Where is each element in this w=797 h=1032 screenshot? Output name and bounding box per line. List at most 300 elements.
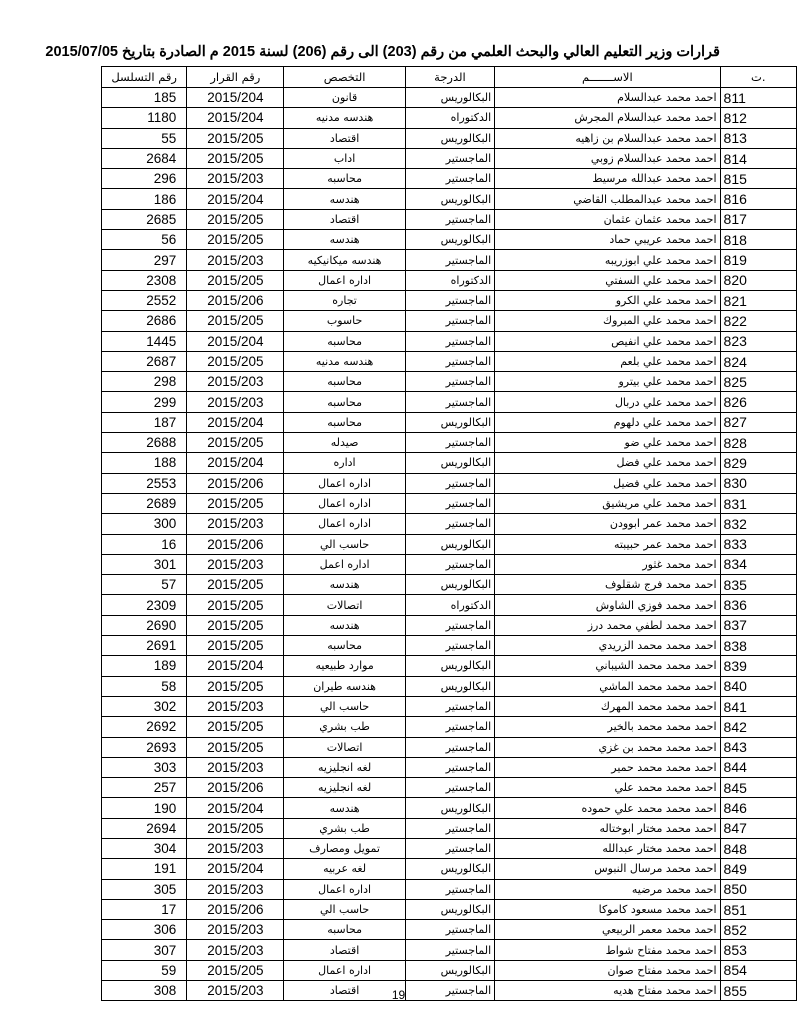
cell-specialization: اداره اعمال bbox=[284, 960, 405, 980]
cell-specialization: حاسب الي bbox=[284, 899, 405, 919]
cell-degree: الماجستير bbox=[405, 757, 494, 777]
cell-serial-no: 302 bbox=[102, 696, 187, 716]
cell-decision-no: 2015/203 bbox=[187, 169, 284, 189]
cell-name: احمد محمد عبدالسلام بن زاهيه bbox=[495, 128, 720, 148]
decisions-table bbox=[101, 66, 797, 1001]
table-row bbox=[102, 595, 797, 615]
table-row bbox=[102, 615, 797, 635]
cell-decision-no: 2015/204 bbox=[187, 798, 284, 818]
cell-no: 821 bbox=[720, 290, 796, 310]
cell-degree: الماجستير bbox=[405, 250, 494, 270]
table-row bbox=[102, 798, 797, 818]
cell-no: 824 bbox=[720, 351, 796, 371]
cell-specialization: محاسبه bbox=[284, 392, 405, 412]
cell-decision-no: 2015/205 bbox=[187, 575, 284, 595]
cell-name: احمد محمد علي دربال bbox=[495, 392, 720, 412]
cell-degree: الماجستير bbox=[405, 372, 494, 392]
cell-decision-no: 2015/205 bbox=[187, 960, 284, 980]
table-row bbox=[102, 859, 797, 879]
cell-serial-no: 2692 bbox=[102, 717, 187, 737]
cell-decision-no: 2015/205 bbox=[187, 351, 284, 371]
cell-degree: الدكتوراه bbox=[405, 595, 494, 615]
cell-decision-no: 2015/206 bbox=[187, 899, 284, 919]
cell-name: احمد محمد مفتاح هديه bbox=[495, 981, 720, 1001]
cell-specialization: اداره اعمال bbox=[284, 473, 405, 493]
table-row bbox=[102, 351, 797, 371]
cell-decision-no: 2015/204 bbox=[187, 88, 284, 108]
cell-no: 832 bbox=[720, 514, 796, 534]
cell-serial-no: 1445 bbox=[102, 331, 187, 351]
cell-decision-no: 2015/203 bbox=[187, 757, 284, 777]
cell-decision-no: 2015/203 bbox=[187, 838, 284, 858]
cell-degree: الماجستير bbox=[405, 148, 494, 168]
cell-degree: الماجستير bbox=[405, 920, 494, 940]
cell-specialization: هندسه ميكانيكيه bbox=[284, 250, 405, 270]
cell-specialization: هندسه bbox=[284, 575, 405, 595]
cell-name: احمد محمد مرضيه bbox=[495, 879, 720, 899]
table-row bbox=[102, 148, 797, 168]
table-row bbox=[102, 838, 797, 858]
cell-specialization: تجاره bbox=[284, 290, 405, 310]
cell-degree: الماجستير bbox=[405, 493, 494, 513]
cell-specialization: اتصالات bbox=[284, 595, 405, 615]
cell-specialization: محاسبه bbox=[284, 412, 405, 432]
cell-decision-no: 2015/205 bbox=[187, 595, 284, 615]
cell-degree: الماجستير bbox=[405, 514, 494, 534]
table-row bbox=[102, 412, 797, 432]
cell-degree: الماجستير bbox=[405, 838, 494, 858]
cell-no: 847 bbox=[720, 818, 796, 838]
cell-no: 840 bbox=[720, 676, 796, 696]
cell-serial-no: 306 bbox=[102, 920, 187, 940]
cell-name: احمد محمد علي السفتي bbox=[495, 270, 720, 290]
cell-name: احمد محمد عبدالسلام زوبي bbox=[495, 148, 720, 168]
cell-name: احمد محمد عبدالمطلب القاضي bbox=[495, 189, 720, 209]
cell-specialization: اداره اعمال bbox=[284, 879, 405, 899]
cell-serial-no: 296 bbox=[102, 169, 187, 189]
cell-specialization: اداب bbox=[284, 148, 405, 168]
cell-decision-no: 2015/205 bbox=[187, 209, 284, 229]
cell-no: 852 bbox=[720, 920, 796, 940]
table-row bbox=[102, 372, 797, 392]
cell-no: 816 bbox=[720, 189, 796, 209]
cell-degree: الماجستير bbox=[405, 981, 494, 1001]
cell-degree: الماجستير bbox=[405, 433, 494, 453]
cell-degree: البكالوريس bbox=[405, 960, 494, 980]
table-row bbox=[102, 311, 797, 331]
cell-serial-no: 304 bbox=[102, 838, 187, 858]
cell-serial-no: 2309 bbox=[102, 595, 187, 615]
cell-degree: البكالوريس bbox=[405, 534, 494, 554]
table-row bbox=[102, 940, 797, 960]
cell-decision-no: 2015/204 bbox=[187, 656, 284, 676]
cell-decision-no: 2015/204 bbox=[187, 108, 284, 128]
cell-decision-no: 2015/203 bbox=[187, 250, 284, 270]
cell-no: 844 bbox=[720, 757, 796, 777]
cell-degree: البكالوريس bbox=[405, 230, 494, 250]
cell-decision-no: 2015/203 bbox=[187, 554, 284, 574]
cell-name: احمد محمد محمد علي bbox=[495, 778, 720, 798]
table-row bbox=[102, 737, 797, 757]
cell-specialization: اقتصاد bbox=[284, 981, 405, 1001]
cell-specialization: هندسه مدنيه bbox=[284, 108, 405, 128]
cell-degree: البكالوريس bbox=[405, 412, 494, 432]
cell-serial-no: 59 bbox=[102, 960, 187, 980]
cell-serial-no: 297 bbox=[102, 250, 187, 270]
cell-no: 853 bbox=[720, 940, 796, 960]
cell-serial-no: 305 bbox=[102, 879, 187, 899]
table-row bbox=[102, 676, 797, 696]
cell-serial-no: 57 bbox=[102, 575, 187, 595]
cell-degree: البكالوريس bbox=[405, 899, 494, 919]
table-row bbox=[102, 290, 797, 310]
cell-degree: البكالوريس bbox=[405, 575, 494, 595]
cell-specialization: هندسه bbox=[284, 798, 405, 818]
table-row bbox=[102, 554, 797, 574]
cell-no: 823 bbox=[720, 331, 796, 351]
cell-serial-no: 2308 bbox=[102, 270, 187, 290]
cell-decision-no: 2015/205 bbox=[187, 717, 284, 737]
cell-degree: الماجستير bbox=[405, 818, 494, 838]
cell-specialization: اقتصاد bbox=[284, 940, 405, 960]
cell-name: احمد محمد علي فضيل bbox=[495, 473, 720, 493]
cell-name: احمد محمد علي مريشيق bbox=[495, 493, 720, 513]
cell-serial-no: 298 bbox=[102, 372, 187, 392]
table-body bbox=[102, 88, 797, 1001]
cell-no: 839 bbox=[720, 656, 796, 676]
cell-degree: البكالوريس bbox=[405, 189, 494, 209]
cell-name: احمد محمد فوزي الشاوش bbox=[495, 595, 720, 615]
table-header-row bbox=[102, 67, 797, 88]
cell-degree: البكالوريس bbox=[405, 88, 494, 108]
cell-specialization: هندسه مدنيه bbox=[284, 351, 405, 371]
table-row bbox=[102, 757, 797, 777]
cell-degree: البكالوريس bbox=[405, 798, 494, 818]
cell-no: 818 bbox=[720, 230, 796, 250]
cell-specialization: هندسه bbox=[284, 230, 405, 250]
cell-no: 837 bbox=[720, 615, 796, 635]
cell-decision-no: 2015/204 bbox=[187, 859, 284, 879]
cell-specialization: هندسه طيران bbox=[284, 676, 405, 696]
cell-degree: الماجستير bbox=[405, 554, 494, 574]
cell-decision-no: 2015/203 bbox=[187, 879, 284, 899]
cell-name: احمد محمد مختار ابوختاله bbox=[495, 818, 720, 838]
column-header-decision-no: رقم القرار bbox=[187, 67, 284, 88]
cell-no: 845 bbox=[720, 778, 796, 798]
cell-name: احمد محمد محمد المهرك bbox=[495, 696, 720, 716]
cell-serial-no: 188 bbox=[102, 453, 187, 473]
cell-decision-no: 2015/205 bbox=[187, 676, 284, 696]
cell-decision-no: 2015/205 bbox=[187, 493, 284, 513]
table-row bbox=[102, 636, 797, 656]
cell-decision-no: 2015/204 bbox=[187, 331, 284, 351]
cell-decision-no: 2015/205 bbox=[187, 818, 284, 838]
cell-no: 822 bbox=[720, 311, 796, 331]
cell-serial-no: 191 bbox=[102, 859, 187, 879]
cell-decision-no: 2015/205 bbox=[187, 615, 284, 635]
cell-degree: البكالوريس bbox=[405, 859, 494, 879]
cell-degree: الدكتوراه bbox=[405, 270, 494, 290]
cell-no: 815 bbox=[720, 169, 796, 189]
table-row bbox=[102, 331, 797, 351]
cell-decision-no: 2015/203 bbox=[187, 940, 284, 960]
cell-no: 851 bbox=[720, 899, 796, 919]
cell-degree: البكالوريس bbox=[405, 656, 494, 676]
cell-degree: الماجستير bbox=[405, 879, 494, 899]
cell-name: احمد محمد عبدالسلام bbox=[495, 88, 720, 108]
cell-no: 817 bbox=[720, 209, 796, 229]
cell-no: 848 bbox=[720, 838, 796, 858]
cell-name: احمد محمد علي بلعم bbox=[495, 351, 720, 371]
cell-serial-no: 2688 bbox=[102, 433, 187, 453]
table-row bbox=[102, 433, 797, 453]
cell-specialization: تمويل ومصارف bbox=[284, 838, 405, 858]
cell-name: احمد محمد علي ضو bbox=[495, 433, 720, 453]
cell-specialization: لغه انجليزيه bbox=[284, 757, 405, 777]
cell-degree: الماجستير bbox=[405, 473, 494, 493]
cell-decision-no: 2015/203 bbox=[187, 514, 284, 534]
table-row bbox=[102, 270, 797, 290]
cell-name: احمد محمد لطفي محمد درز bbox=[495, 615, 720, 635]
cell-decision-no: 2015/203 bbox=[187, 981, 284, 1001]
column-header-specialization: التخصص bbox=[284, 67, 405, 88]
cell-no: 814 bbox=[720, 148, 796, 168]
page-number: 19 bbox=[391, 988, 406, 1002]
cell-serial-no: 17 bbox=[102, 899, 187, 919]
cell-specialization: حاسب الي bbox=[284, 534, 405, 554]
column-header-name: الاســـــــم bbox=[495, 67, 720, 88]
cell-serial-no: 2686 bbox=[102, 311, 187, 331]
cell-serial-no: 2691 bbox=[102, 636, 187, 656]
table-row bbox=[102, 534, 797, 554]
cell-no: 820 bbox=[720, 270, 796, 290]
cell-serial-no: 257 bbox=[102, 778, 187, 798]
cell-specialization: اداره اعمال bbox=[284, 270, 405, 290]
table-row bbox=[102, 209, 797, 229]
cell-decision-no: 2015/205 bbox=[187, 128, 284, 148]
cell-name: احمد محمد محمد بالخير bbox=[495, 717, 720, 737]
cell-no: 819 bbox=[720, 250, 796, 270]
cell-specialization: محاسبه bbox=[284, 372, 405, 392]
cell-name: احمد محمد علي الكرو bbox=[495, 290, 720, 310]
cell-degree: الماجستير bbox=[405, 311, 494, 331]
cell-serial-no: 189 bbox=[102, 656, 187, 676]
page-title: قرارات وزير التعليم العالي والبحث العلمي من رقم (203) الى رقم (206) لسنة 2015 م الصادرة بتاريخ 2015/07/05 bbox=[45, 44, 720, 60]
cell-name: احمد محمد عثمان عثمان bbox=[495, 209, 720, 229]
cell-serial-no: 187 bbox=[102, 412, 187, 432]
cell-decision-no: 2015/205 bbox=[187, 148, 284, 168]
cell-specialization: محاسبه bbox=[284, 331, 405, 351]
cell-specialization: حاسوب bbox=[284, 311, 405, 331]
cell-decision-no: 2015/203 bbox=[187, 392, 284, 412]
cell-no: 849 bbox=[720, 859, 796, 879]
cell-decision-no: 2015/206 bbox=[187, 534, 284, 554]
cell-serial-no: 303 bbox=[102, 757, 187, 777]
cell-name: احمد محمد محمد الشيباني bbox=[495, 656, 720, 676]
table-row bbox=[102, 453, 797, 473]
cell-degree: الماجستير bbox=[405, 615, 494, 635]
cell-degree: الماجستير bbox=[405, 169, 494, 189]
cell-name: احمد محمد عبدالسلام المجرش bbox=[495, 108, 720, 128]
cell-name: احمد محمد مرسال النبوس bbox=[495, 859, 720, 879]
table-row bbox=[102, 920, 797, 940]
cell-degree: الماجستير bbox=[405, 636, 494, 656]
cell-decision-no: 2015/206 bbox=[187, 290, 284, 310]
cell-specialization: اتصالات bbox=[284, 737, 405, 757]
cell-no: 854 bbox=[720, 960, 796, 980]
cell-specialization: لغه انجليزيه bbox=[284, 778, 405, 798]
cell-decision-no: 2015/203 bbox=[187, 920, 284, 940]
cell-name: احمد محمد محمد علي حموده bbox=[495, 798, 720, 818]
cell-specialization: هندسه bbox=[284, 615, 405, 635]
cell-serial-no: 56 bbox=[102, 230, 187, 250]
cell-decision-no: 2015/203 bbox=[187, 372, 284, 392]
cell-decision-no: 2015/205 bbox=[187, 433, 284, 453]
table-row bbox=[102, 128, 797, 148]
cell-specialization: حاسب الي bbox=[284, 696, 405, 716]
cell-serial-no: 186 bbox=[102, 189, 187, 209]
cell-decision-no: 2015/206 bbox=[187, 473, 284, 493]
cell-name: احمد محمد علي انفيص bbox=[495, 331, 720, 351]
cell-serial-no: 308 bbox=[102, 981, 187, 1001]
cell-specialization: اداره اعمال bbox=[284, 493, 405, 513]
cell-name: احمد محمد غثور bbox=[495, 554, 720, 574]
cell-name: احمد محمد عمر حبيبته bbox=[495, 534, 720, 554]
cell-no: 836 bbox=[720, 595, 796, 615]
cell-name: احمد محمد علي بيترو bbox=[495, 372, 720, 392]
cell-no: 846 bbox=[720, 798, 796, 818]
table-row bbox=[102, 392, 797, 412]
cell-name: احمد محمد مختار عبدالله bbox=[495, 838, 720, 858]
cell-no: 829 bbox=[720, 453, 796, 473]
cell-specialization: محاسبه bbox=[284, 169, 405, 189]
cell-decision-no: 2015/206 bbox=[187, 778, 284, 798]
cell-serial-no: 185 bbox=[102, 88, 187, 108]
cell-specialization: اقتصاد bbox=[284, 128, 405, 148]
cell-decision-no: 2015/203 bbox=[187, 696, 284, 716]
cell-no: 833 bbox=[720, 534, 796, 554]
cell-no: 811 bbox=[720, 88, 796, 108]
cell-degree: الماجستير bbox=[405, 392, 494, 412]
cell-degree: الماجستير bbox=[405, 717, 494, 737]
cell-degree: الماجستير bbox=[405, 290, 494, 310]
cell-decision-no: 2015/205 bbox=[187, 311, 284, 331]
cell-degree: الماجستير bbox=[405, 737, 494, 757]
cell-specialization: صيدله bbox=[284, 433, 405, 453]
cell-no: 830 bbox=[720, 473, 796, 493]
cell-serial-no: 2685 bbox=[102, 209, 187, 229]
table-row bbox=[102, 189, 797, 209]
cell-name: احمد محمد محمد الماشي bbox=[495, 676, 720, 696]
cell-degree: الدكتوراه bbox=[405, 108, 494, 128]
table-row bbox=[102, 656, 797, 676]
cell-serial-no: 300 bbox=[102, 514, 187, 534]
cell-no: 841 bbox=[720, 696, 796, 716]
table-row bbox=[102, 575, 797, 595]
cell-specialization: لغه عربيه bbox=[284, 859, 405, 879]
cell-no: 834 bbox=[720, 554, 796, 574]
cell-degree: الماجستير bbox=[405, 778, 494, 798]
table-row bbox=[102, 717, 797, 737]
cell-name: احمد محمد معمر الربيعي bbox=[495, 920, 720, 940]
cell-name: احمد محمد محمد بن غزي bbox=[495, 737, 720, 757]
table-row bbox=[102, 250, 797, 270]
cell-decision-no: 2015/205 bbox=[187, 270, 284, 290]
cell-degree: البكالوريس bbox=[405, 128, 494, 148]
cell-decision-no: 2015/205 bbox=[187, 737, 284, 757]
cell-no: 826 bbox=[720, 392, 796, 412]
cell-degree: الماجستير bbox=[405, 209, 494, 229]
cell-degree: البكالوريس bbox=[405, 676, 494, 696]
cell-degree: الماجستير bbox=[405, 696, 494, 716]
cell-specialization: اداره bbox=[284, 453, 405, 473]
cell-no: 828 bbox=[720, 433, 796, 453]
cell-serial-no: 55 bbox=[102, 128, 187, 148]
cell-serial-no: 1180 bbox=[102, 108, 187, 128]
table-row bbox=[102, 879, 797, 899]
cell-name: احمد محمد علي ابوزريبه bbox=[495, 250, 720, 270]
table-row bbox=[102, 230, 797, 250]
cell-no: 827 bbox=[720, 412, 796, 432]
table-row bbox=[102, 778, 797, 798]
cell-decision-no: 2015/204 bbox=[187, 453, 284, 473]
cell-name: احمد محمد مفتاح صوان bbox=[495, 960, 720, 980]
cell-decision-no: 2015/205 bbox=[187, 230, 284, 250]
cell-serial-no: 307 bbox=[102, 940, 187, 960]
cell-no: 835 bbox=[720, 575, 796, 595]
cell-name: احمد محمد عبدالله مرسيط bbox=[495, 169, 720, 189]
cell-serial-no: 190 bbox=[102, 798, 187, 818]
cell-name: احمد محمد فرج شقلوف bbox=[495, 575, 720, 595]
cell-name: احمد محمد علي دلهوم bbox=[495, 412, 720, 432]
cell-serial-no: 58 bbox=[102, 676, 187, 696]
cell-specialization: موارد طبيعيه bbox=[284, 656, 405, 676]
table-row bbox=[102, 493, 797, 513]
cell-no: 838 bbox=[720, 636, 796, 656]
cell-name: احمد محمد محمد حمير bbox=[495, 757, 720, 777]
cell-serial-no: 2690 bbox=[102, 615, 187, 635]
cell-name: احمد محمد مفتاح شواط bbox=[495, 940, 720, 960]
cell-degree: الماجستير bbox=[405, 351, 494, 371]
cell-name: احمد محمد عريبي حماد bbox=[495, 230, 720, 250]
table-row bbox=[102, 899, 797, 919]
table-row bbox=[102, 960, 797, 980]
cell-degree: البكالوريس bbox=[405, 453, 494, 473]
cell-degree: الماجستير bbox=[405, 331, 494, 351]
cell-specialization: طب بشري bbox=[284, 717, 405, 737]
cell-no: 843 bbox=[720, 737, 796, 757]
cell-specialization: محاسبه bbox=[284, 920, 405, 940]
cell-no: 850 bbox=[720, 879, 796, 899]
cell-serial-no: 299 bbox=[102, 392, 187, 412]
cell-name: احمد محمد علي فضل bbox=[495, 453, 720, 473]
table-row bbox=[102, 696, 797, 716]
cell-specialization: هندسه bbox=[284, 189, 405, 209]
table-row bbox=[102, 514, 797, 534]
column-header-degree: الدرجة bbox=[405, 67, 494, 88]
column-header-no: ت. bbox=[720, 67, 796, 88]
cell-no: 855 bbox=[720, 981, 796, 1001]
table-row bbox=[102, 473, 797, 493]
cell-no: 813 bbox=[720, 128, 796, 148]
cell-serial-no: 2687 bbox=[102, 351, 187, 371]
cell-name: احمد محمد عمر ابوودن bbox=[495, 514, 720, 534]
cell-no: 831 bbox=[720, 493, 796, 513]
cell-serial-no: 2694 bbox=[102, 818, 187, 838]
cell-serial-no: 2689 bbox=[102, 493, 187, 513]
cell-serial-no: 2693 bbox=[102, 737, 187, 757]
cell-no: 825 bbox=[720, 372, 796, 392]
